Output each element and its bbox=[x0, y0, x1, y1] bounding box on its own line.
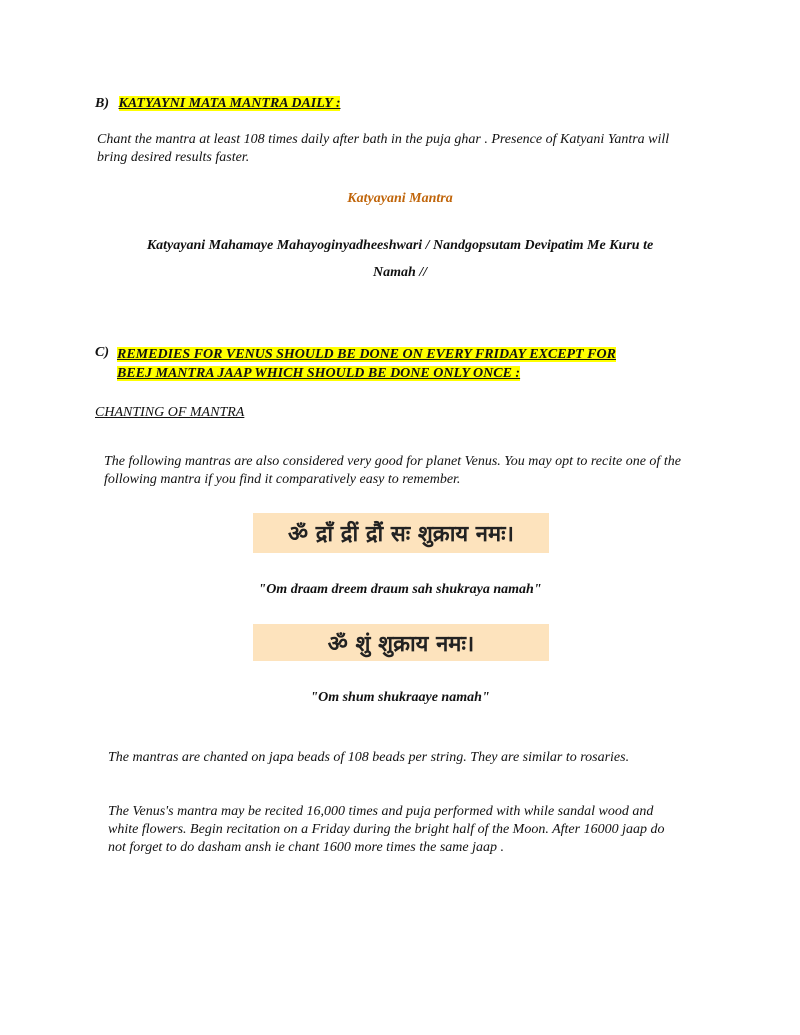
section-b-title: KATYAYNI MATA MANTRA DAILY : bbox=[118, 96, 341, 111]
venus-mantra-1-image: ॐ द्राँ द्रीं द्रौं सः शुक्राय नमः। bbox=[253, 513, 549, 553]
venus-mantra-2-image: ॐ शुं शुक्राय नमः। bbox=[253, 624, 549, 661]
venus-intro-paragraph: The following mantras are also considered very good for planet Venus. You may opt to recite one of the following mantra if you find it comparatively easy to remember. bbox=[104, 454, 681, 487]
section-c-title bbox=[117, 345, 616, 383]
venus-mantra-2-caption: "Om shum shukraaye namah" bbox=[310, 690, 490, 705]
venus-recitation-paragraph: The Venus's mantra may be recited 16,000 times and puja performed with while sandal wood and white flowers. Begin recitation on a Friday during the bright half of the Moon. After 16000 jaap do not forget to do dasham ansh ie chant 1600 more times the same jaap . bbox=[108, 804, 665, 855]
chanting-subheading: CHANTING OF MANTRA bbox=[95, 405, 245, 420]
section-c-title-line1: REMEDIES FOR VENUS SHOULD BE DONE ON EVERY FRIDAY EXCEPT FOR bbox=[117, 347, 616, 362]
section-c-title-line2: BEEJ MANTRA JAAP WHICH SHOULD BE DONE ONLY ONCE : bbox=[117, 366, 521, 381]
katyayani-mantra-title: Katyayani Mantra bbox=[347, 191, 453, 206]
venus-mantra-1-caption: "Om draam dreem draum sah shukraya namah" bbox=[258, 582, 542, 597]
katyayani-mantra-line2: Namah // bbox=[372, 265, 428, 280]
katyayani-mantra-line1: Katyayani Mahamaye Mahayoginyadheeshwari / Nandgopsutam Devipatim Me Kuru te bbox=[146, 238, 654, 253]
section-b-marker: B) bbox=[95, 96, 109, 111]
section-b-paragraph: Chant the mantra at least 108 times daily after bath in the puja ghar . Presence of Katyani Yantra will bring desired results faster. bbox=[97, 132, 670, 165]
section-c-marker: C) bbox=[95, 345, 109, 360]
section-b-heading bbox=[95, 96, 340, 112]
japa-beads-paragraph: The mantras are chanted on japa beads of 108 beads per string. They are similar to rosaries. bbox=[108, 750, 630, 765]
